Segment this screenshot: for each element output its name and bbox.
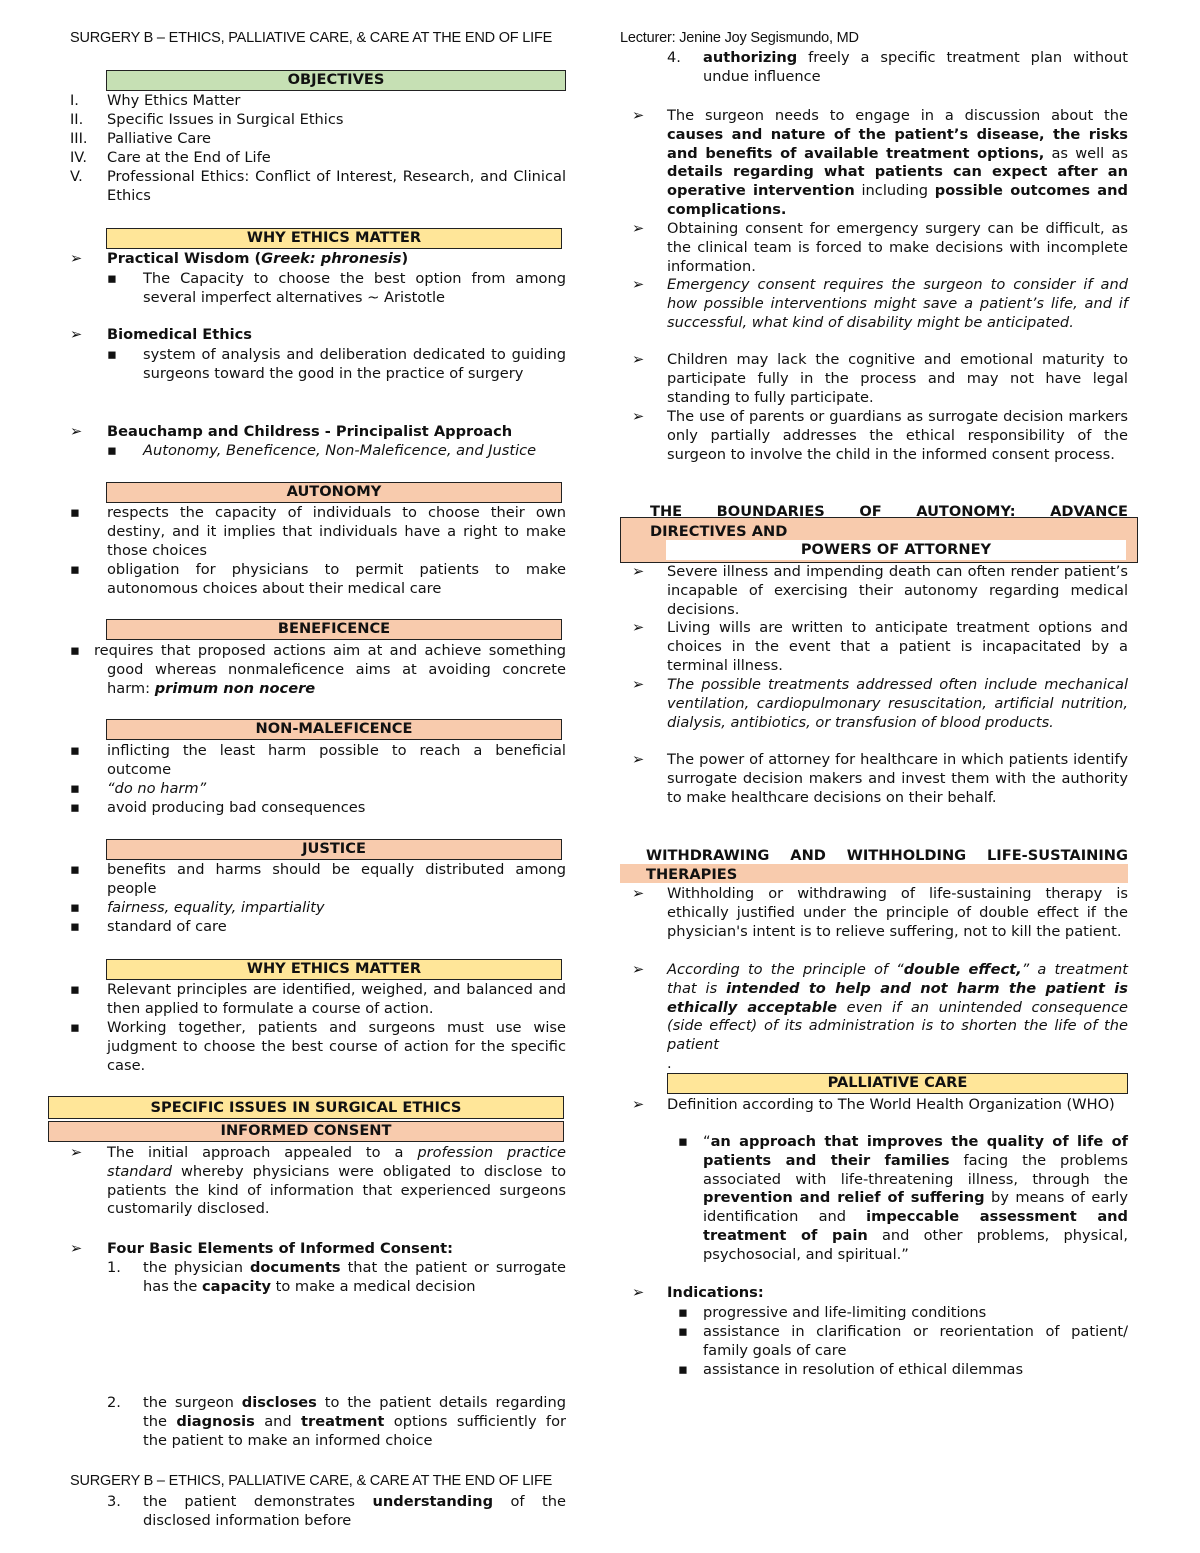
- informed-consent-heading: INFORMED CONSENT: [48, 1121, 564, 1142]
- square-bullet-icon: ▪: [70, 561, 80, 578]
- arrow-bullet-icon: ➢: [632, 220, 645, 237]
- arrow-bullet-icon: ➢: [70, 250, 83, 267]
- boundaries-heading-line3: POWERS OF ATTORNEY: [800, 541, 992, 558]
- square-bullet-icon: ▪: [70, 504, 80, 521]
- arrow-bullet-icon: ➢: [632, 961, 645, 978]
- arrow-bullet-icon: ➢: [632, 276, 645, 293]
- arrow-bullet-icon: ➢: [70, 1144, 83, 1161]
- square-bullet-icon: ▪: [678, 1323, 688, 1340]
- square-bullet-icon: ▪: [70, 799, 80, 816]
- why-ethics-heading-2: WHY ETHICS MATTER: [106, 959, 562, 980]
- withdrawing-heading-line1: WITHDRAWING AND WITHHOLDING LIFE-SUSTAINING: [646, 847, 1128, 864]
- arrow-bullet-icon: ➢: [632, 676, 645, 693]
- page-title: SURGERY B – ETHICS, PALLIATIVE CARE, & CARE AT THE END OF LIFE: [70, 30, 553, 46]
- square-bullet-icon: ▪: [70, 780, 80, 797]
- arrow-bullet-icon: ➢: [632, 107, 645, 124]
- boundaries-heading-line1: THE BOUNDARIES OF AUTONOMY: ADVANCE: [650, 503, 1128, 520]
- beneficence-heading: BENEFICENCE: [106, 619, 562, 640]
- why-ethics-heading: WHY ETHICS MATTER: [106, 228, 562, 249]
- non-maleficence-heading: NON-MALEFICENCE: [106, 719, 562, 740]
- justice-heading: JUSTICE: [106, 839, 562, 860]
- square-bullet-icon: ▪: [678, 1304, 688, 1321]
- square-bullet-icon: ▪: [678, 1133, 688, 1150]
- trailing-dot: .: [667, 1055, 672, 1072]
- arrow-bullet-icon: ➢: [632, 751, 645, 768]
- arrow-bullet-icon: ➢: [632, 885, 645, 902]
- square-bullet-icon: ▪: [70, 899, 80, 916]
- arrow-bullet-icon: ➢: [70, 1240, 83, 1257]
- palliative-heading: PALLIATIVE CARE: [667, 1073, 1128, 1094]
- arrow-bullet-icon: ➢: [632, 1096, 645, 1113]
- square-bullet-icon: ▪: [70, 981, 80, 998]
- surgical-ethics-heading: SPECIFIC ISSUES IN SURGICAL ETHICS: [48, 1096, 564, 1119]
- square-bullet-icon: ▪: [70, 1019, 80, 1036]
- arrow-bullet-icon: ➢: [70, 423, 83, 440]
- arrow-bullet-icon: ➢: [632, 351, 645, 368]
- square-bullet-icon: ▪: [70, 642, 80, 659]
- objectives-heading: OBJECTIVES: [106, 70, 566, 91]
- square-bullet-icon: ▪: [107, 346, 117, 363]
- arrow-bullet-icon: ➢: [70, 326, 83, 343]
- boundaries-heading-line2: DIRECTIVES AND: [650, 523, 788, 540]
- square-bullet-icon: ▪: [70, 742, 80, 759]
- lecturer-name: Lecturer: Jenine Joy Segismundo, MD: [620, 30, 859, 46]
- square-bullet-icon: ▪: [107, 442, 117, 459]
- page-title-repeat: SURGERY B – ETHICS, PALLIATIVE CARE, & CARE AT THE END OF LIFE: [70, 1473, 553, 1489]
- arrow-bullet-icon: ➢: [632, 563, 645, 580]
- square-bullet-icon: ▪: [107, 270, 117, 287]
- withdrawing-heading-line2: THERAPIES: [646, 866, 738, 883]
- square-bullet-icon: ▪: [70, 918, 80, 935]
- arrow-bullet-icon: ➢: [632, 1284, 645, 1301]
- square-bullet-icon: ▪: [678, 1361, 688, 1378]
- arrow-bullet-icon: ➢: [632, 408, 645, 425]
- autonomy-heading: AUTONOMY: [106, 482, 562, 503]
- square-bullet-icon: ▪: [70, 861, 80, 878]
- arrow-bullet-icon: ➢: [632, 619, 645, 636]
